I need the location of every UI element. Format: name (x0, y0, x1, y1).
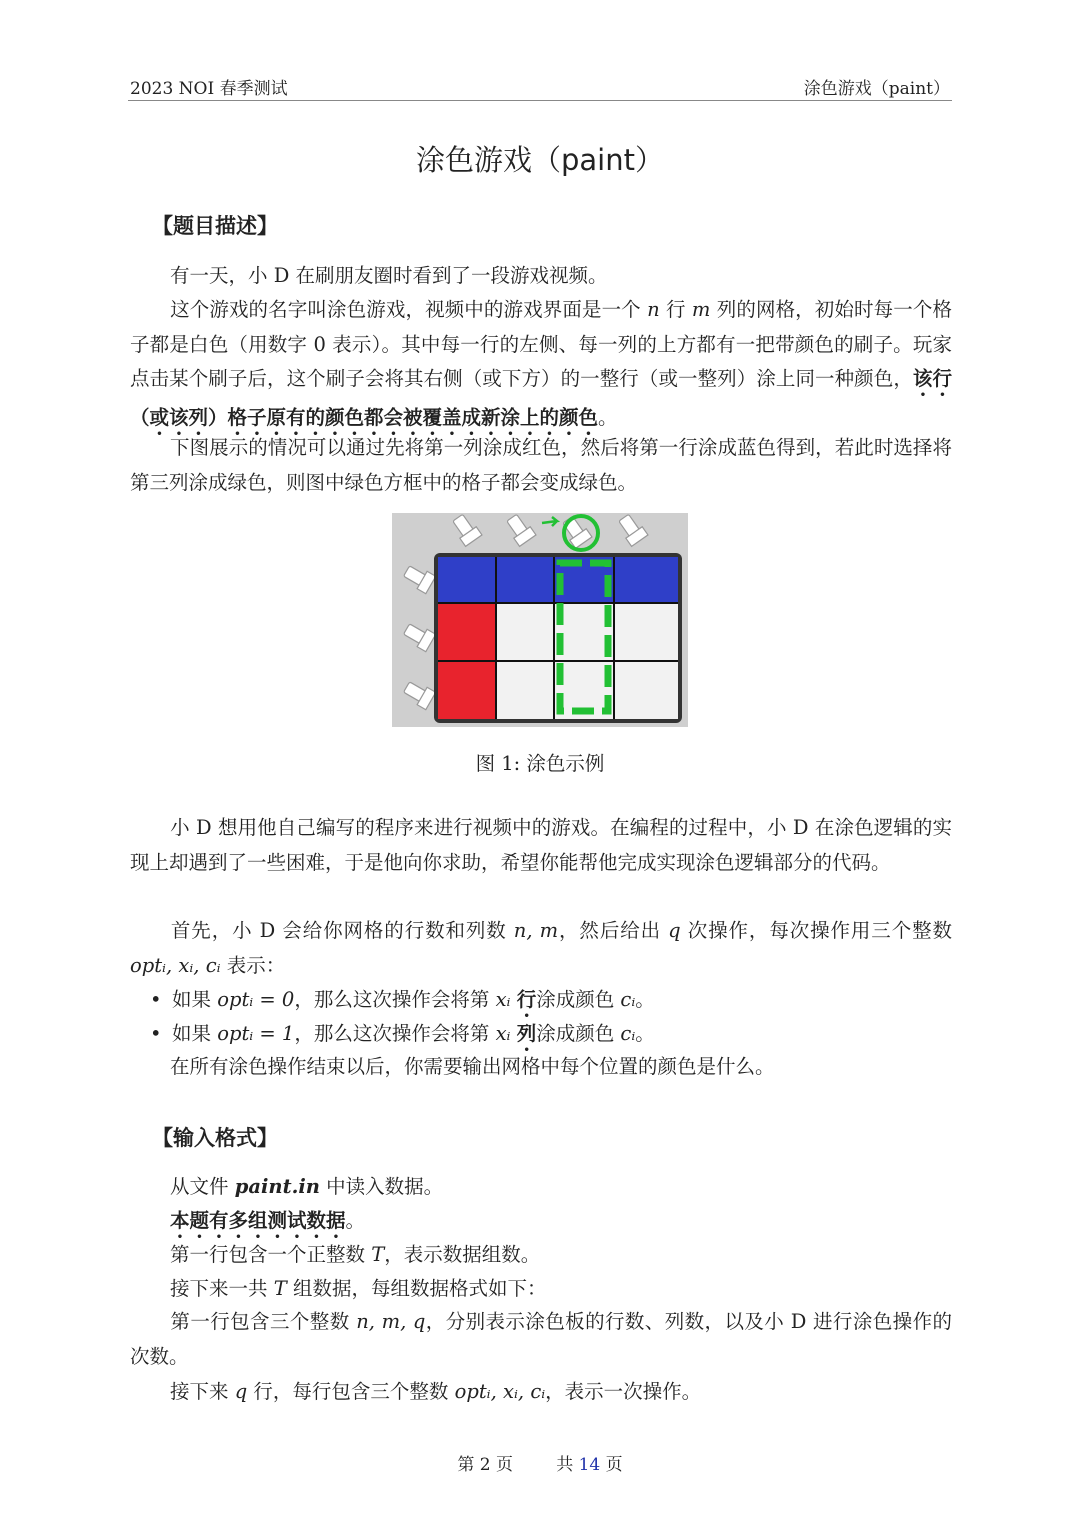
input-line-6: 接下来 q 行，每行包含三个整数 optᵢ, xᵢ, cᵢ，表示一次操作。 (170, 1380, 702, 1403)
desc-paragraph-6: 在所有涂色操作结束以后，你需要输出网格中每个位置的颜色是什么。 (170, 1055, 775, 1078)
bullet-col-op: • 如果 optᵢ = 1，那么这次操作会将第 xᵢ 列涂成颜色 cᵢ。 (172, 1017, 655, 1056)
section-description-heading: 【题目描述】 (152, 214, 278, 238)
desc-paragraph-3: 下图展示的情况可以通过先将第一列涂成红色，然后将第一行涂成蓝色得到，若此时选择将第三列涂成绿色，则图中绿色方框中的格子都会变成绿色。 (130, 436, 952, 494)
input-line-1: 从文件 paint.in 中读入数据。 (170, 1175, 444, 1198)
input-filename: paint.in (234, 1175, 320, 1198)
desc-paragraph-4: 小 D 想用他自己编写的程序来进行视频中的游戏。在编程的过程中，小 D 在涂色逻辑的实现上却遇到了一些困难，于是他向你求助，希望你能帮他完成实现涂色逻辑部分的代码。 (130, 816, 952, 874)
page-number: 2 (479, 1455, 491, 1475)
bullet-row-op: • 如果 optᵢ = 0，那么这次操作会将第 xᵢ 行涂成颜色 cᵢ。 (172, 983, 655, 1022)
emphasis-multi-test: 本题有多组测试数据 (170, 1209, 346, 1232)
input-line-5: 第一行包含三个整数 n, m, q，分别表示涂色板的行数、列数，以及小 D 进行涂色操作的次数。 (130, 1310, 952, 1368)
header-problem: 涂色游戏（paint） (803, 79, 950, 99)
emphasis-col: 列 (516, 1022, 537, 1045)
input-line-2: 本题有多组测试数据。 (170, 1209, 366, 1232)
header-contest: 2023 NOI 春季测试 (130, 79, 288, 99)
figure-caption: 图 1: 涂色示例 (475, 752, 605, 775)
emphasis-row: 行 (516, 988, 537, 1011)
desc-paragraph-2: 这个游戏的名字叫涂色游戏，视频中的游戏界面是一个 n 行 m 列的网格，初始时每一个格子都是白色（用数字 0 表示）。其中每一行的左侧、每一列的上方都有一把带颜色的刷子。玩家点击某个刷子后，这个刷子会将其右侧（或下方）的一整行（或一整列）涂上同一种颜色，该行（或该列）格子原有的颜色都会被覆盖成新涂上的颜色。 (130, 298, 952, 429)
page-title: 涂色游戏（paint） (416, 143, 664, 177)
total-pages: 14 (578, 1455, 601, 1475)
desc-paragraph-1: 有一天，小 D 在刷朋友圈时看到了一段游戏视频。 (170, 264, 608, 287)
page-footer: 第 2 页 共 14 页 (457, 1455, 623, 1475)
paint-example-figure (392, 513, 688, 727)
emphasis-overwrite: 该行（或该列）格子原有的颜色都会被覆盖成新涂上的颜色 (130, 367, 952, 429)
section-input-heading: 【输入格式】 (152, 1126, 278, 1150)
input-line-3: 第一行包含一个正整数 T，表示数据组数。 (170, 1243, 541, 1266)
running-header (128, 70, 952, 101)
desc-paragraph-5: 首先，小 D 会给你网格的行数和列数 n, m，然后给出 q 次操作，每次操作用三个整数 optᵢ, xᵢ, cᵢ 表示： (130, 919, 952, 977)
input-line-4: 接下来一共 T 组数据，每组数据格式如下： (170, 1277, 547, 1300)
